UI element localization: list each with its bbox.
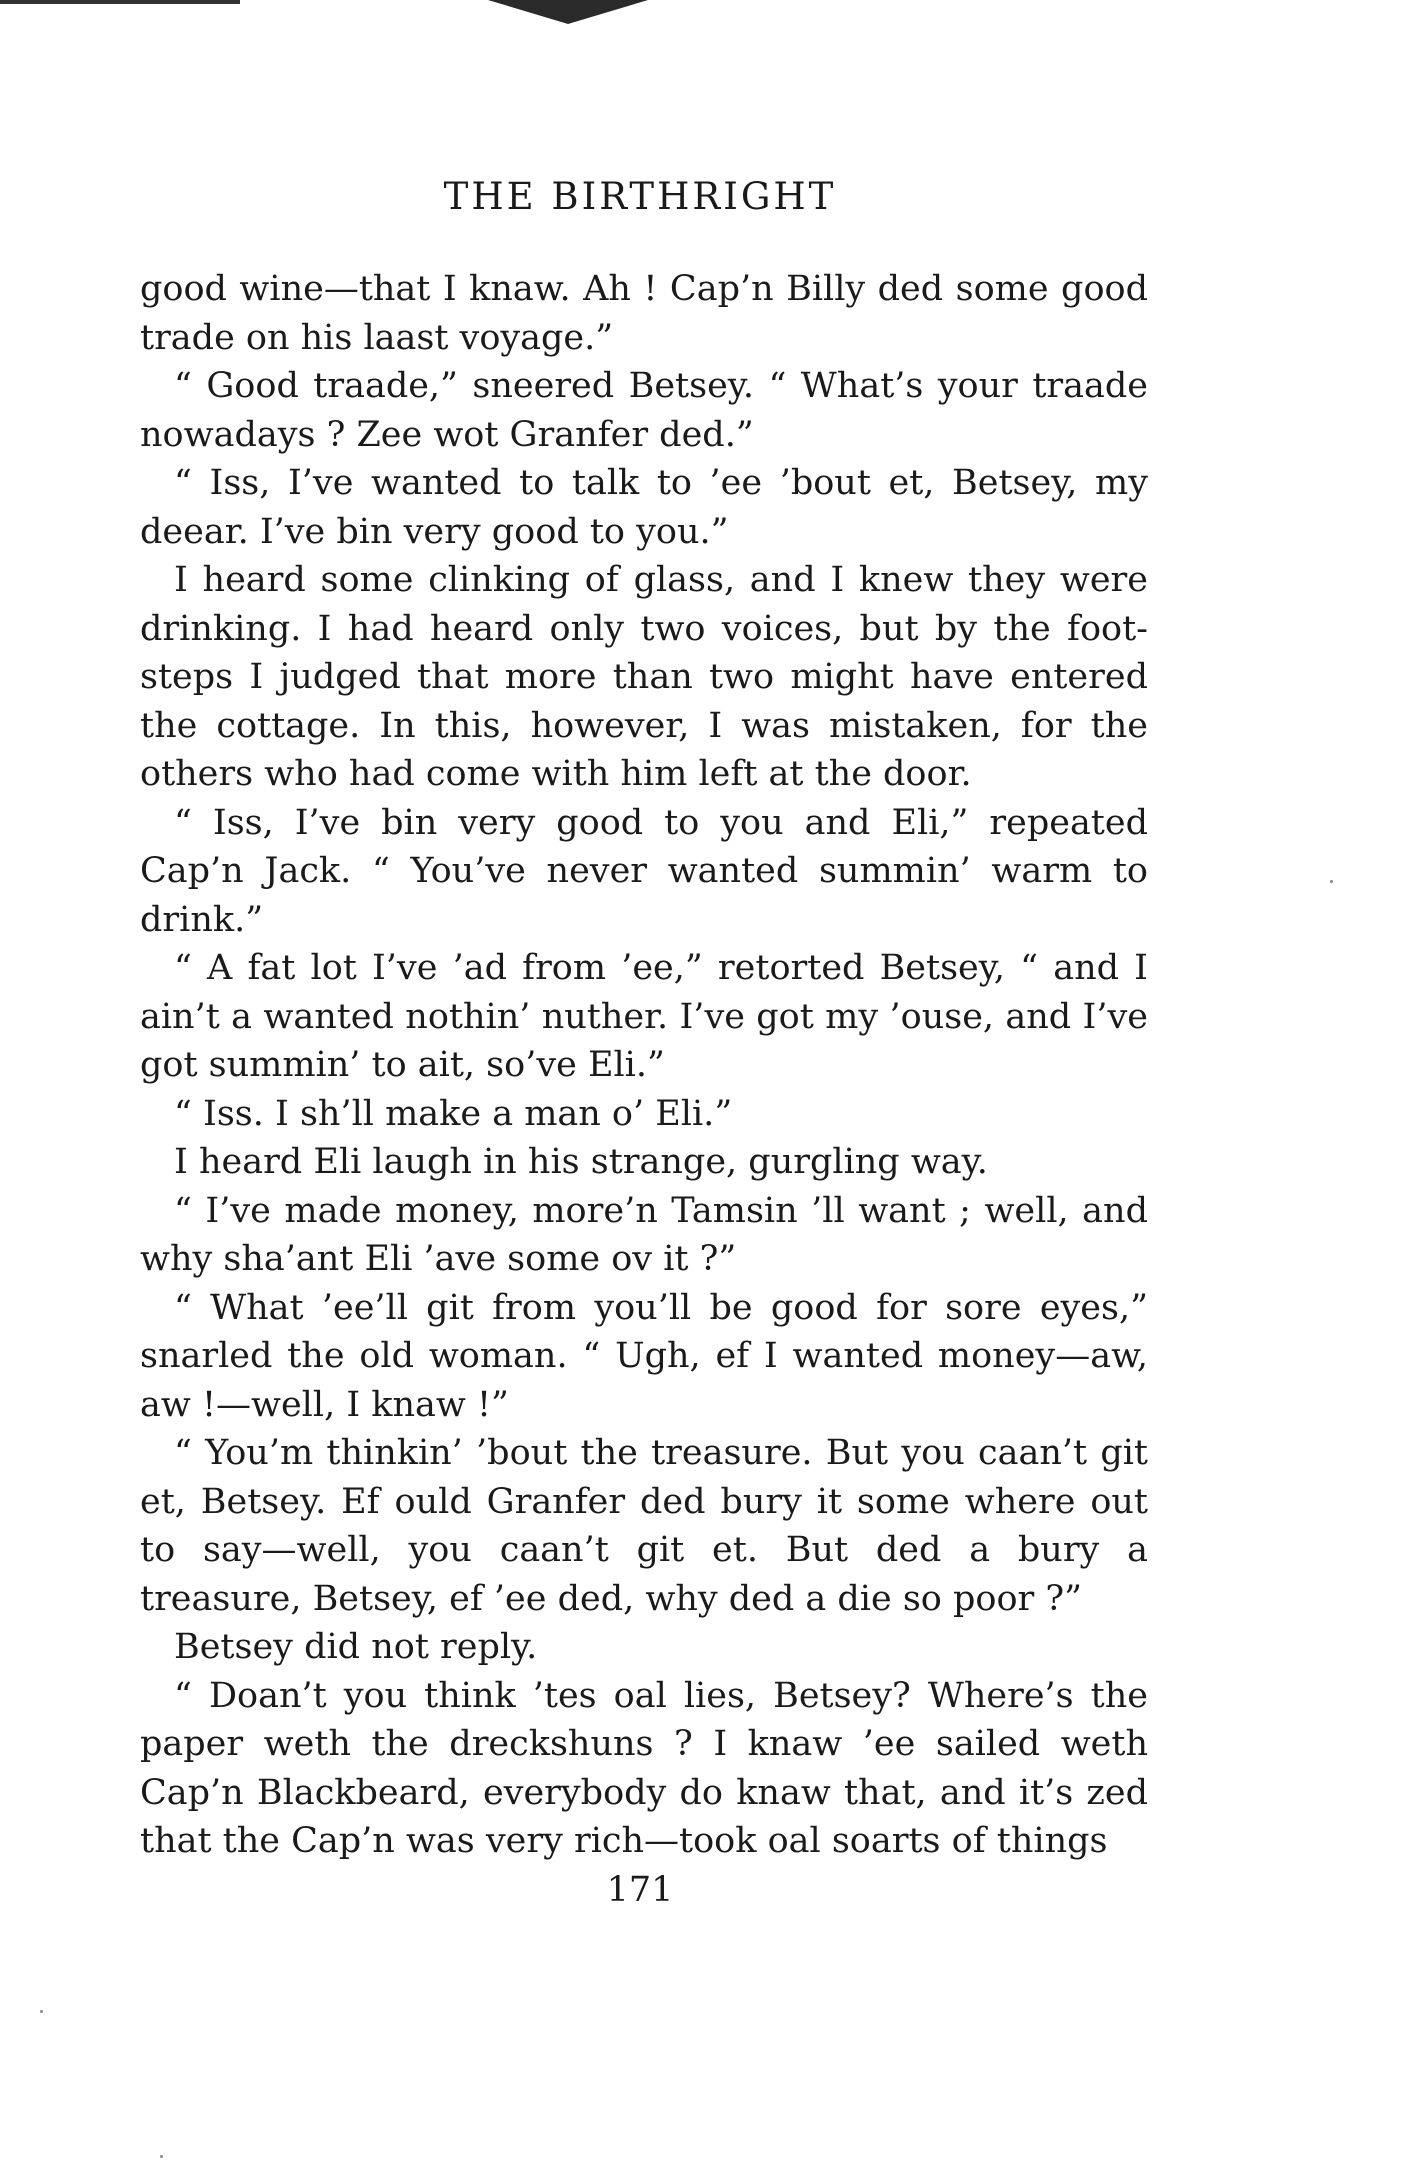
paragraph-9: “ I’ve made money, more’n Tamsin ’ll want ; well, and why sha’ant Eli ’ave some ov it ?” xyxy=(140,1190,1148,1279)
running-head: THE BIRTHRIGHT xyxy=(443,175,837,218)
body-text xyxy=(140,265,1148,1866)
paragraph-11: “ You’m thinkin’ ’bout the treasure. But you caan’t git et, Betsey. Ef ould Granfer ded bury it some where out to say—well, you caan’t git et. But ded a bury a treasure, Betsey, ef ’ee ded, why ded a die so poor ?” xyxy=(140,1433,1148,1619)
paragraph-6: “ A fat lot I’ve ’ad from ’ee,” retorted Betsey, “ and I ain’t a wanted nothin’ nuther. I’ve got my ’ouse, and I’ve got summin’ to ait, so’ve Eli.” xyxy=(140,948,1148,1085)
binding-mark xyxy=(488,0,648,24)
paragraph-13: “ Doan’t you think ’tes oal lies, Betsey? Where’s the paper weth the dreckshuns ? I knaw ’ee sailed weth Cap’n Blackbeard, everybody do knaw that, and it’s zed that the Cap’n was very rich—took oal soarts of things xyxy=(140,1675,1148,1861)
paragraph-1: good wine—that I knaw. Ah ! Cap’n Billy ded some good trade on his laast voyage.” xyxy=(140,269,1148,358)
paper-speck xyxy=(1330,880,1333,883)
paragraph-10: “ What ’ee’ll git from you’ll be good for sore eyes,” snarled the old woman. “ Ugh, ef I wanted money—aw, aw !—well, I knaw !” xyxy=(140,1287,1148,1425)
paragraph-2: “ Good traade,” sneered Betsey. “ What’s your traade nowadays ? Zee wot Granfer ded.” xyxy=(140,366,1148,455)
paragraph-7: “ Iss. I sh’ll make a man o’ Eli.” xyxy=(174,1093,733,1134)
top-edge-rule xyxy=(0,0,240,4)
paper-speck xyxy=(40,2010,43,2013)
paragraph-4: I heard some clinking of glass, and I knew they were drinking. I had heard only two voices, but by the foot-steps I judged that more than two might have entered the cottage. In this, however, I was mistaken, for the others who had come with him left at the door. xyxy=(140,560,1148,794)
page-number: 171 xyxy=(606,1870,674,1910)
paragraph-8: I heard Eli laugh in his strange, gurgling way. xyxy=(174,1142,988,1182)
paragraph-3: “ Iss, I’ve wanted to talk to ’ee ’bout et, Betsey, my deear. I’ve bin very good to you.” xyxy=(140,463,1148,552)
paragraph-12: Betsey did not reply. xyxy=(174,1627,538,1667)
paragraph-5: “ Iss, I’ve bin very good to you and Eli,” repeated Cap’n Jack. “ You’ve never wanted summin’ warm to drink.” xyxy=(140,802,1148,940)
paper-speck xyxy=(160,2155,163,2158)
